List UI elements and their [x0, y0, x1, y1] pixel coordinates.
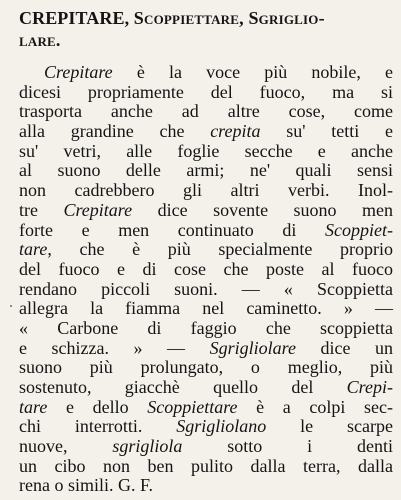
text-segment: tre	[19, 199, 64, 220]
text-line	[19, 102, 393, 122]
text-line	[19, 280, 393, 300]
text-segment: è la voce più nobile, e	[112, 62, 393, 82]
text-segment: suono più prolungato, o meglio, più	[19, 357, 393, 378]
heading-word-continuation: lare.	[19, 30, 61, 50]
text-segment: non cadrebbero gli altri verbi. Inol-	[19, 180, 393, 201]
italic-term: crepita	[210, 121, 261, 142]
text-segment: su' vetri, alle foglie secche e anche	[19, 140, 393, 161]
text-line	[19, 63, 393, 83]
text-segment: su' tetti e	[260, 121, 393, 142]
text-segment: rendano piccoli suoni. — « Scoppietta	[19, 278, 393, 299]
text-line	[19, 161, 393, 181]
text-segment: allegra la fiamma nel caminetto. » —	[19, 298, 393, 319]
entry-body	[19, 63, 393, 496]
print-speck	[10, 305, 12, 307]
text-segment: e dello	[47, 396, 148, 417]
text-line	[19, 457, 393, 477]
text-line	[19, 319, 393, 339]
text-segment: e schizza. » —	[19, 337, 210, 358]
text-line	[19, 378, 393, 398]
text-segment: dicesi propriamente del fuoco, ma si	[19, 81, 393, 102]
entry-heading	[19, 7, 393, 51]
text-line	[19, 398, 393, 418]
italic-term: Crepi-	[346, 377, 393, 397]
text-segment: nuove,	[19, 436, 113, 457]
text-segment: forte e men continuato di	[19, 219, 326, 240]
text-segment: , che è più specialmente proprio	[47, 239, 393, 260]
text-segment: un cibo non ben pulito dalla terra, dalla	[19, 455, 393, 476]
italic-term: Sgrigliolano	[176, 416, 267, 437]
heading-word-crepitare: CREPITARE,	[19, 8, 130, 28]
heading-word-sgrigliolare: Sgriglio-	[248, 8, 325, 28]
text-segment: sostenuto, giacchè quello del	[19, 377, 347, 397]
text-line	[19, 417, 393, 437]
text-line	[19, 122, 393, 142]
text-segment: dice un	[295, 337, 394, 358]
text-line	[19, 299, 393, 319]
text-line	[19, 358, 393, 378]
text-segment: sotto i denti	[182, 436, 394, 457]
italic-term: Sgrigliolare	[209, 337, 296, 358]
italic-term: Scoppiettare	[147, 396, 238, 417]
text-line	[19, 142, 393, 162]
heading-word-scoppiettare: Scoppiettare,	[133, 8, 244, 28]
italic-term: Crepitare	[44, 62, 113, 82]
text-line	[19, 181, 393, 201]
text-segment: al suono delle armi; ne' quali sensi	[19, 160, 393, 181]
italic-term: Crepitare	[63, 199, 133, 220]
text-segment: chi interrotti.	[19, 416, 177, 437]
text-segment: rena o simili. G. F.	[19, 475, 154, 496]
text-segment: è a colpi sec-	[237, 396, 394, 417]
text-line	[19, 476, 393, 496]
text-line	[19, 83, 393, 103]
text-segment: le scarpe	[266, 416, 393, 437]
text-segment: alla grandine che	[19, 121, 211, 142]
italic-term: tare	[19, 239, 48, 260]
text-line	[19, 437, 393, 457]
text-segment: del fuoco e di cose che poste al fuoco	[19, 258, 393, 279]
italic-term: tare	[19, 396, 48, 417]
text-segment: « Carbone di faggio che scoppietta	[19, 317, 393, 338]
text-line	[19, 221, 393, 241]
text-segment: dice sovente suono men	[132, 199, 393, 220]
text-line	[19, 260, 393, 280]
italic-term: Scoppiet-	[325, 219, 393, 240]
text-line	[19, 339, 393, 359]
italic-term: sgrigliola	[112, 436, 183, 457]
text-segment: trasporta anche ad altre cose, come	[19, 101, 393, 122]
text-line	[19, 240, 393, 260]
text-line	[19, 201, 393, 221]
